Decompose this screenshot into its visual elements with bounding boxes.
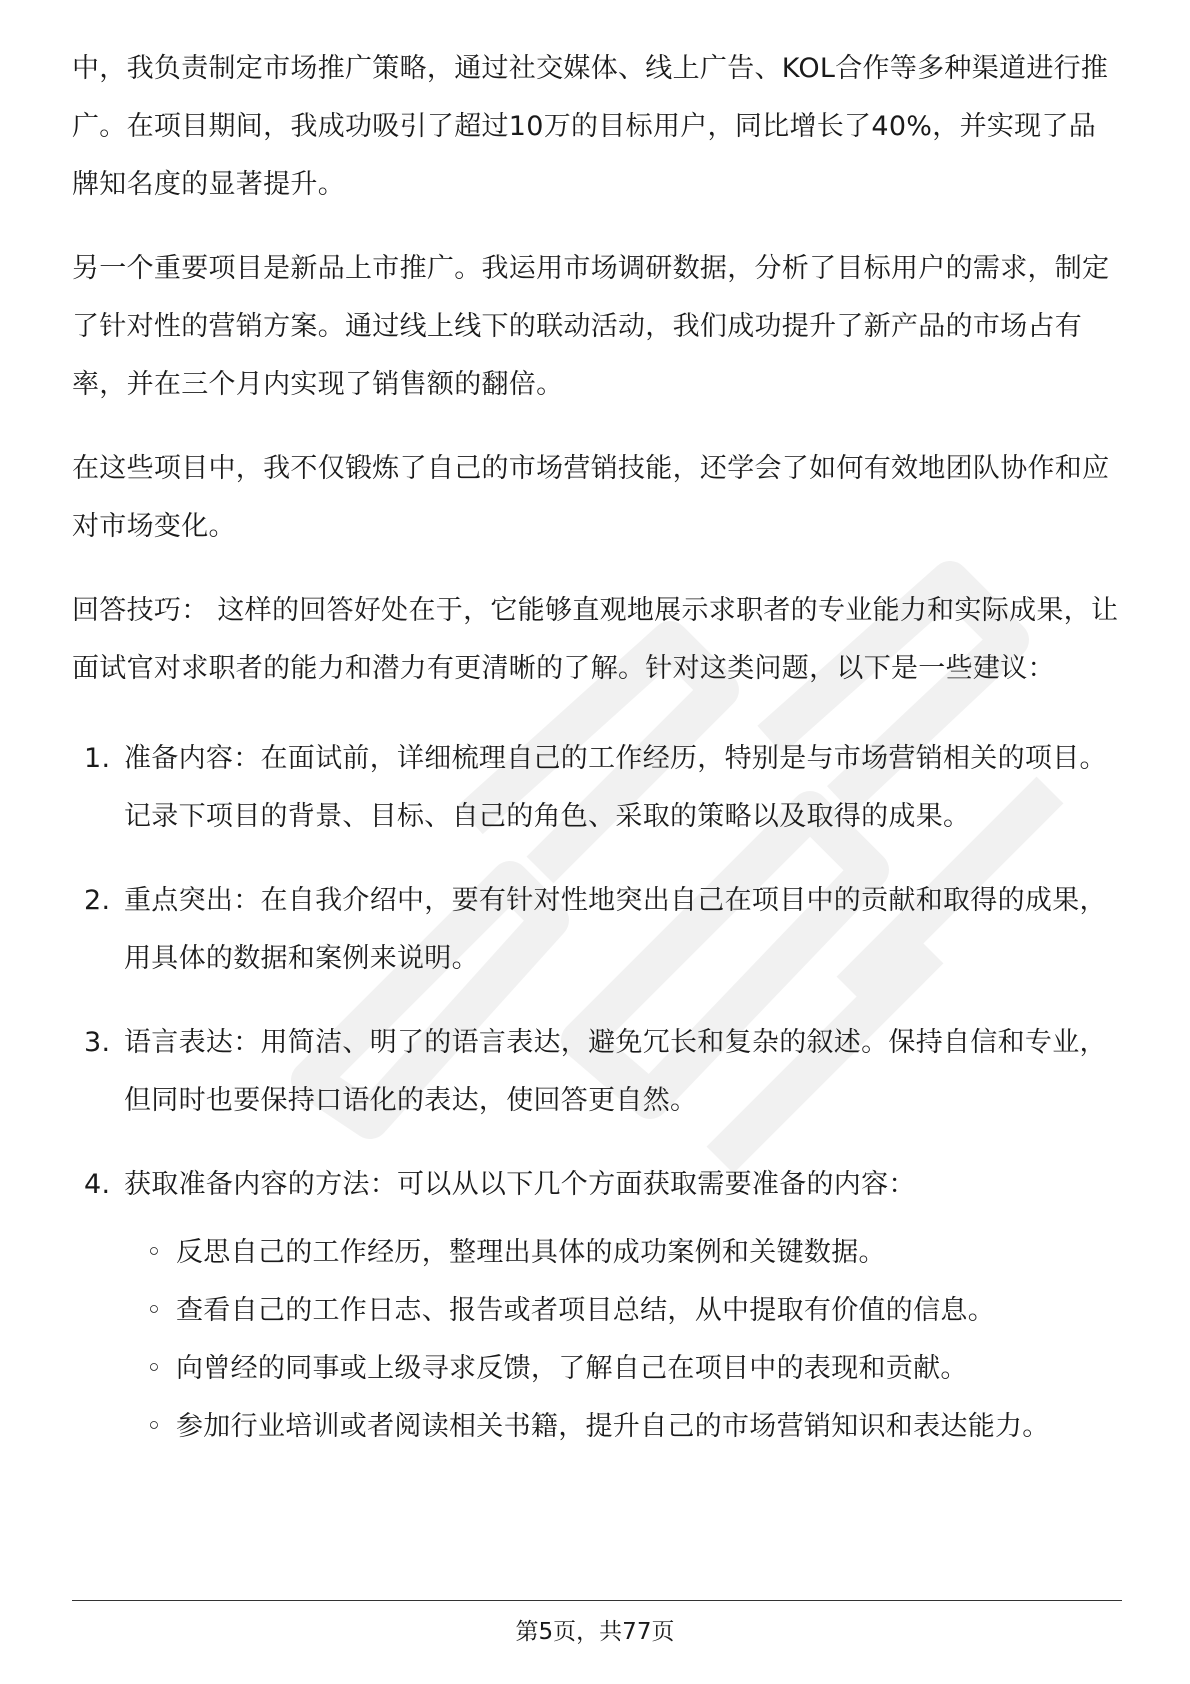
list-number: 1. xyxy=(84,743,111,774)
bullet-icon: ◦ xyxy=(146,1411,163,1442)
main-content xyxy=(72,40,1122,1482)
paragraph-project-one: 中，我负责制定市场推广策略，通过社交媒体、线上广告、KOL合作等多种渠道进行推广。在项目期间，我成功吸引了超过10万的目标用户，同比增长了40%，并实现了品牌知名度的显著提升。 xyxy=(72,53,1109,200)
sublist-item-text: 向曾经的同事或上级寻求反馈，了解自己在项目中的表现和贡献。 xyxy=(176,1353,968,1384)
sublist-item-text: 查看自己的工作日志、报告或者项目总结，从中提取有价值的信息。 xyxy=(176,1295,995,1326)
list-item-text: 准备内容：在面试前，详细梳理自己的工作经历，特别是与市场营销相关的项目。记录下项目的背景、目标、自己的角色、采取的策略以及取得的成果。 xyxy=(124,743,1107,832)
list-number: 4. xyxy=(84,1169,111,1200)
list-number: 3. xyxy=(84,1027,111,1058)
sublist-item-text: 反思自己的工作经历，整理出具体的成功案例和关键数据。 xyxy=(176,1237,886,1268)
sublist-item xyxy=(124,1340,1122,1398)
paragraph-answer-tips: 回答技巧： 这样的回答好处在于，它能够直观地展示求职者的专业能力和实际成果，让面试官对求职者的能力和潜力有更清晰的了解。针对这类问题，以下是一些建议： xyxy=(72,595,1119,684)
page-number: 第5页，共77页 xyxy=(515,1619,675,1645)
list-item xyxy=(72,872,1122,988)
list-item-text: 获取准备内容的方法：可以从以下几个方面获取需要准备的内容： xyxy=(124,1169,916,1200)
sublist-item xyxy=(124,1398,1122,1456)
bullet-icon: ◦ xyxy=(146,1353,163,1384)
bullet-icon: ◦ xyxy=(146,1295,163,1326)
list-item-text: 语言表达：用简洁、明了的语言表达，避免冗长和复杂的叙述。保持自信和专业，但同时也要保持口语化的表达，使回答更自然。 xyxy=(124,1027,1107,1116)
list-item xyxy=(72,730,1122,846)
tips-list xyxy=(72,730,1122,1456)
sublist-item xyxy=(124,1282,1122,1340)
footer-divider xyxy=(72,1600,1122,1601)
paragraph-summary: 在这些项目中，我不仅锻炼了自己的市场营销技能，还学会了如何有效地团队协作和应对市场变化。 xyxy=(72,453,1110,542)
list-item xyxy=(72,1014,1122,1130)
list-item xyxy=(72,1156,1122,1456)
bullet-icon: ◦ xyxy=(146,1237,163,1268)
sublist-item-text: 参加行业培训或者阅读相关书籍，提升自己的市场营销知识和表达能力。 xyxy=(176,1411,1050,1442)
list-number: 2. xyxy=(84,885,111,916)
paragraph-project-two: 另一个重要项目是新品上市推广。我运用市场调研数据，分析了目标用户的需求，制定了针对性的营销方案。通过线上线下的联动活动，我们成功提升了新产品的市场占有率，并在三个月内实现了销售额的翻倍。 xyxy=(72,253,1110,400)
sources-sublist xyxy=(124,1224,1122,1456)
list-item-text: 重点突出：在自我介绍中，要有针对性地突出自己在项目中的贡献和取得的成果，用具体的数据和案例来说明。 xyxy=(124,885,1107,974)
sublist-item xyxy=(124,1224,1122,1282)
